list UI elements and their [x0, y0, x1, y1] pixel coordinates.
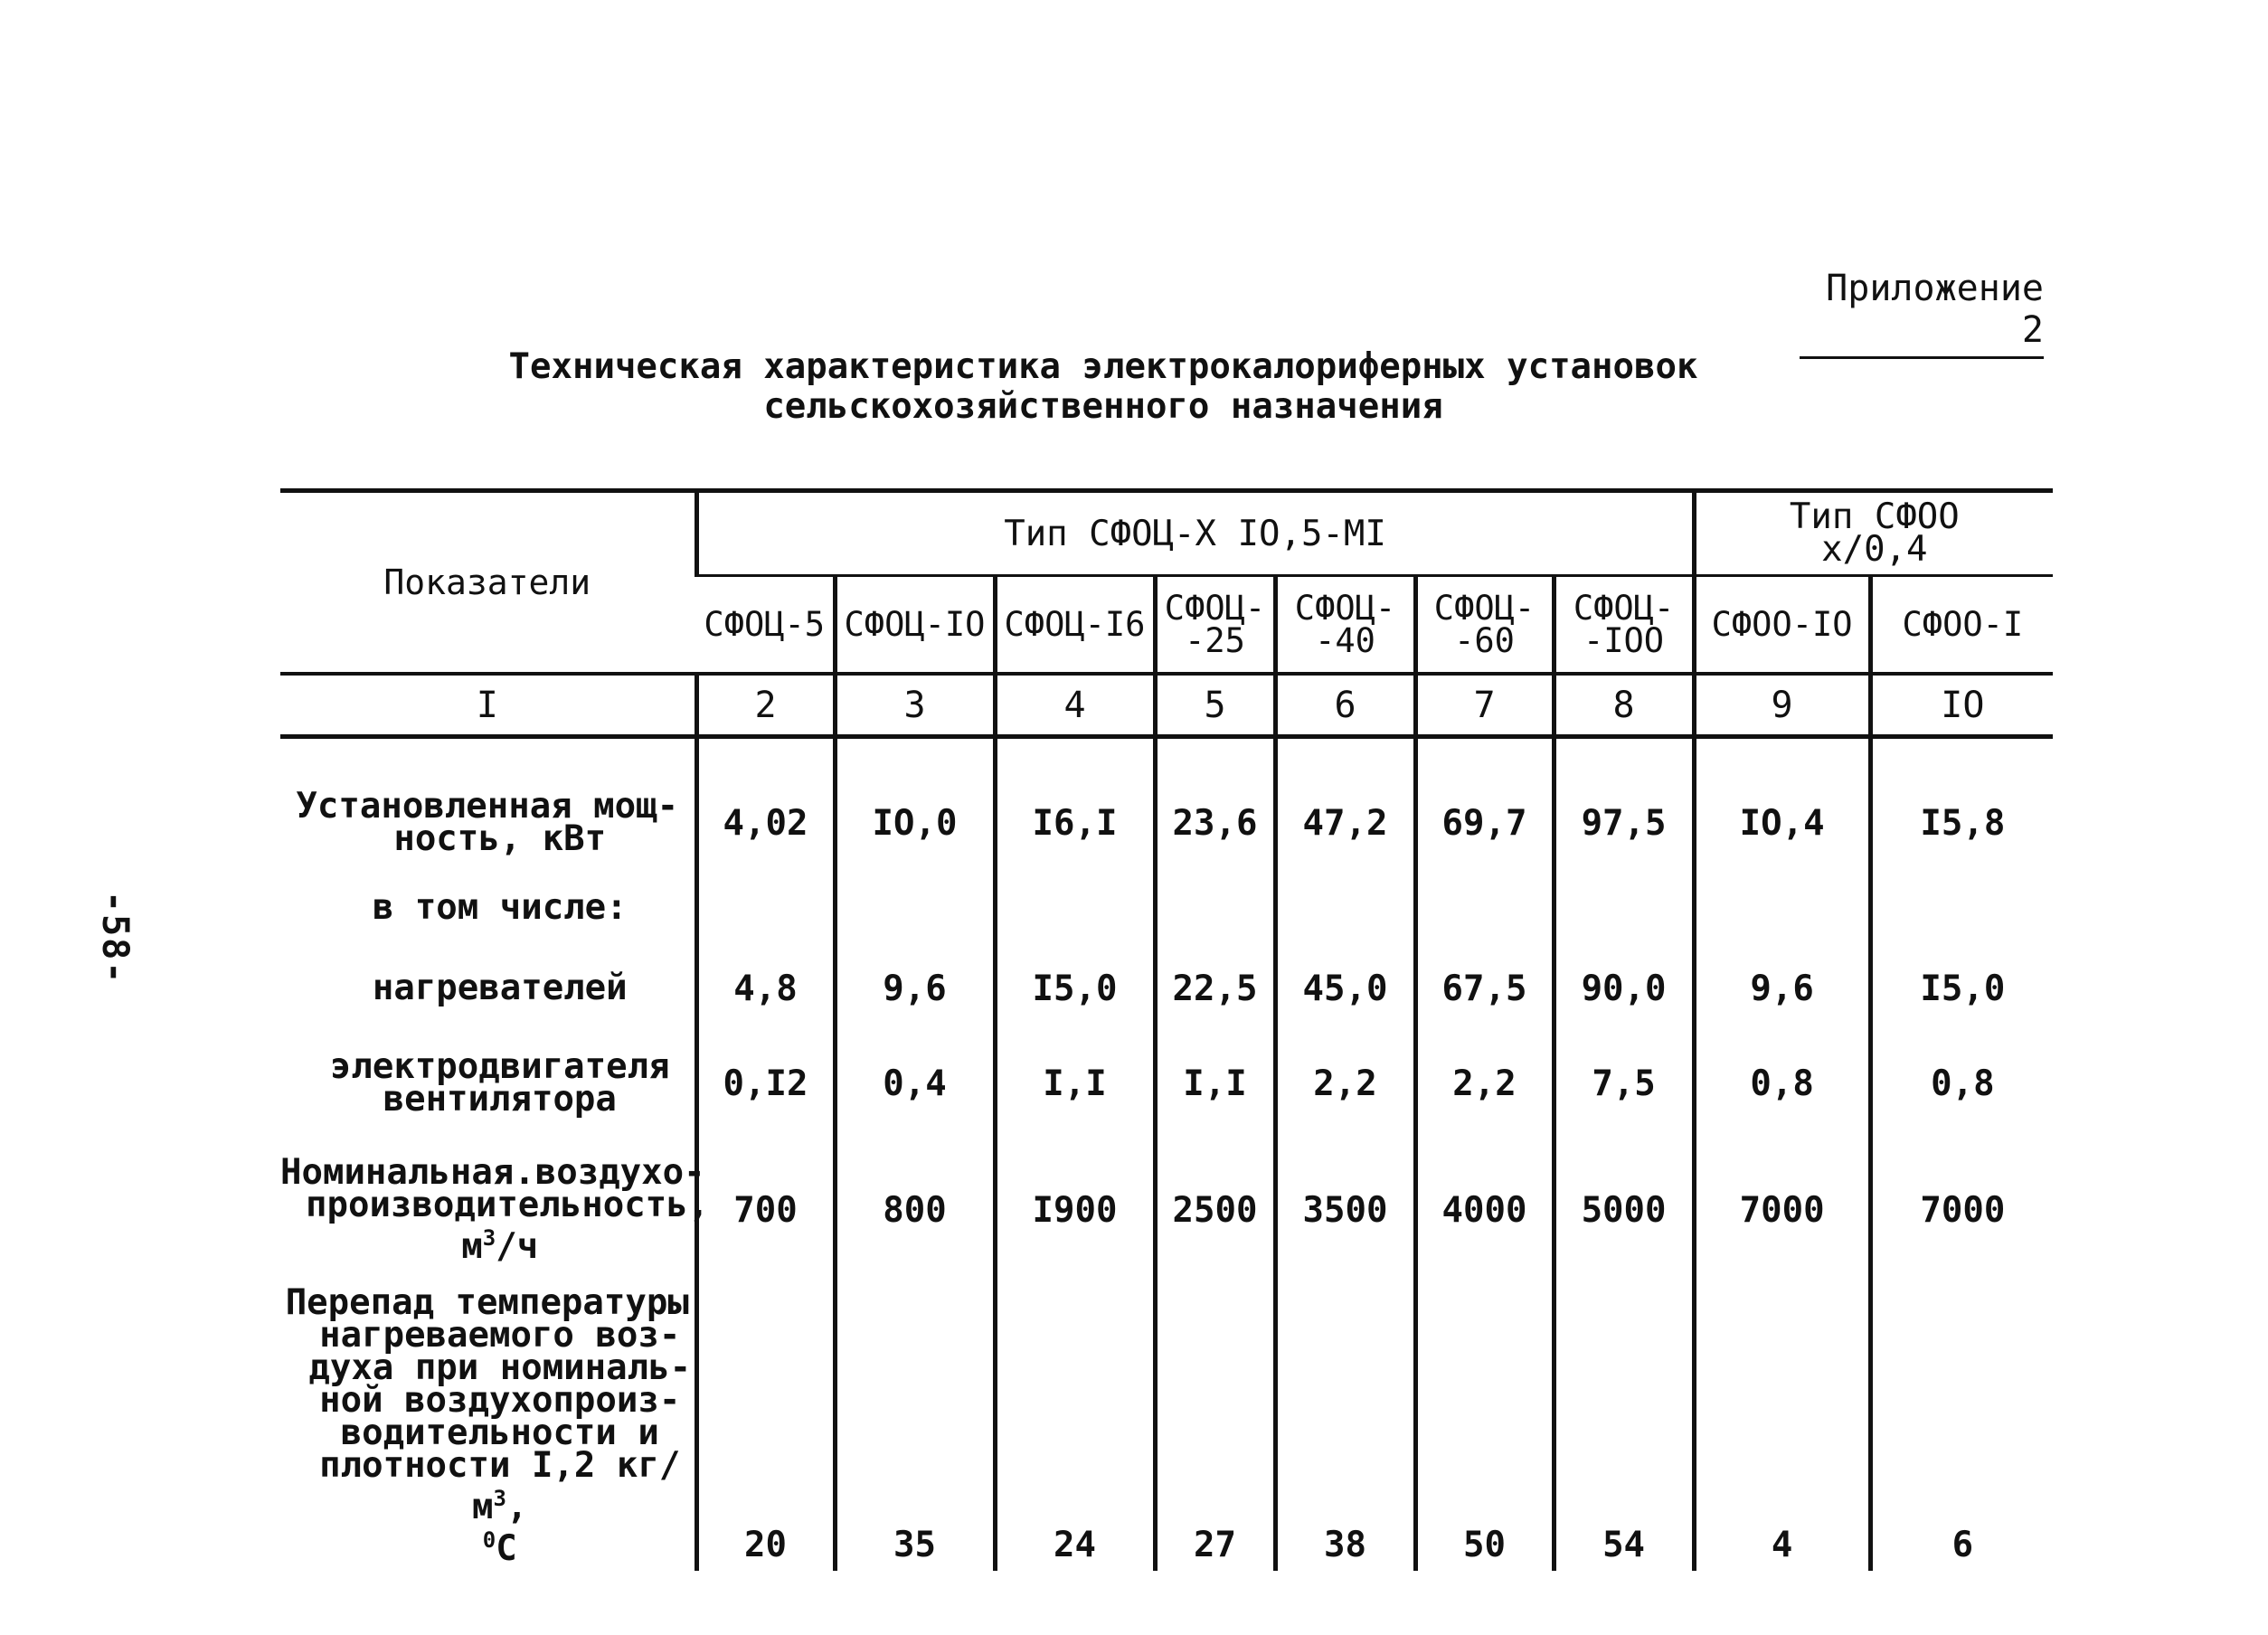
table-cell: I900	[995, 1133, 1155, 1287]
table-cell: 50	[1415, 1287, 1554, 1571]
table-cell: 67,5	[1415, 943, 1554, 1034]
model-header: СФОЦ- -IOO	[1554, 576, 1694, 675]
model-header: СФОЦ-IO	[835, 576, 995, 675]
model-header: СФОЦ- -40	[1275, 576, 1415, 675]
table-cell: 0,8	[1870, 1034, 2053, 1133]
table-cell: 38	[1275, 1287, 1415, 1571]
title-line-1: Техническая характеристика электрокалориферных установок	[508, 346, 1698, 387]
table-cell: 45,0	[1275, 943, 1415, 1034]
table-cell: 4,02	[696, 773, 835, 873]
model-header: СФОЦ- -25	[1155, 576, 1275, 675]
table-cell: I5,8	[1870, 773, 2053, 873]
technical-specs-table	[280, 488, 2053, 1571]
table-cell: 0,4	[835, 1034, 995, 1133]
model-header: СФОЦ-5	[704, 604, 826, 644]
table-cell: 54	[1554, 1287, 1694, 1571]
table-cell: 0,8	[1694, 1034, 1870, 1133]
title-line-2: сельскохозяйственного назначения	[763, 386, 1443, 427]
column-number: 7	[1415, 674, 1554, 737]
table-cell: 35	[835, 1287, 995, 1571]
table-cell: I,I	[995, 1034, 1155, 1133]
model-header: СФОО-I	[1870, 576, 2053, 675]
header-indicators: Показатели	[280, 491, 696, 675]
column-number: 3	[835, 674, 995, 737]
row-label: электродвигателя вентилятора	[329, 1046, 670, 1120]
table-cell: 3500	[1275, 1133, 1415, 1287]
row-label: Номинальная.воздухо- производительность, $м^3/ч$	[280, 1152, 710, 1267]
row-fan-motor	[280, 1034, 2053, 1133]
row-airflow	[280, 1133, 2053, 1287]
table-cell: 4	[1694, 1287, 1870, 1571]
column-number: IO	[1870, 674, 2053, 737]
table-cell: 7000	[1694, 1133, 1870, 1287]
table-cell: 800	[835, 1133, 995, 1287]
table-cell: 2,2	[1275, 1034, 1415, 1133]
model-header: СФОЦ-I6	[995, 576, 1155, 675]
header-group-sfoo-line2: x/0,4	[1821, 529, 1928, 570]
table-cell: 2,2	[1415, 1034, 1554, 1133]
header-group-sfoc: Тип СФОЦ-X IO,5-MI	[696, 491, 1694, 576]
table-cell: 0,I2	[696, 1034, 835, 1133]
table-cell: 5000	[1554, 1133, 1694, 1287]
model-header: СФОЦ- -60	[1415, 576, 1554, 675]
table-cell: 22,5	[1155, 943, 1275, 1034]
table-cell: I,I	[1155, 1034, 1275, 1133]
page-number: -58-	[94, 891, 136, 986]
table-cell: 90,0	[1554, 943, 1694, 1034]
table-cell: 9,6	[1694, 943, 1870, 1034]
column-number: 5	[1155, 674, 1275, 737]
column-number: 8	[1554, 674, 1694, 737]
model-header: СФОО-IO	[1694, 576, 1870, 675]
column-number: 9	[1694, 674, 1870, 737]
table-cell: 4,8	[696, 943, 835, 1034]
table-cell: I5,0	[995, 943, 1155, 1034]
table-cell: 700	[696, 1133, 835, 1287]
column-number: 6	[1275, 674, 1415, 737]
table-cell: 6	[1870, 1287, 2053, 1571]
table-cell: 4000	[1415, 1133, 1554, 1287]
table-cell: 7000	[1870, 1133, 2053, 1287]
row-installed-power	[280, 773, 2053, 873]
header-group-sfoo-line1: Тип СФОО	[1789, 496, 1960, 537]
table-cell: IO,4	[1694, 773, 1870, 873]
spacer-row	[280, 737, 2053, 774]
table-cell: 24	[995, 1287, 1155, 1571]
header-row-groups	[280, 491, 2053, 576]
table-cell: 2500	[1155, 1133, 1275, 1287]
document-title	[470, 347, 1736, 427]
row-label: Перепад температуры нагреваемого воз- духа при номиналь- ной воздухопроиз- водительности и плотности I,2 $кг/м^3$, $^0$С	[285, 1282, 692, 1569]
table-cell: 97,5	[1554, 773, 1694, 873]
row-heaters	[280, 943, 2053, 1034]
table-cell: I5,0	[1870, 943, 2053, 1034]
table-cell: 23,6	[1155, 773, 1275, 873]
column-number: 4	[995, 674, 1155, 737]
row-label: нагревателей	[372, 968, 628, 1008]
header-row-numbers	[280, 674, 2053, 737]
table-cell: 20	[696, 1287, 835, 1571]
table-cell: 69,7	[1415, 773, 1554, 873]
column-number: I	[280, 674, 696, 737]
table-cell: 7,5	[1554, 1034, 1694, 1133]
row-including	[280, 873, 2053, 943]
appendix-label: Приложение 2	[1800, 268, 2044, 359]
table-cell: 27	[1155, 1287, 1275, 1571]
table-cell: 47,2	[1275, 773, 1415, 873]
column-number: 2	[696, 674, 835, 737]
header-group-sfoo	[1694, 491, 2053, 576]
table-cell: IO,0	[835, 773, 995, 873]
table-cell: 9,6	[835, 943, 995, 1034]
row-temperature-difference	[280, 1287, 2053, 1571]
row-label: в том числе:	[372, 887, 628, 928]
row-label: Установленная мощ- ность, кВт	[296, 786, 679, 859]
table-cell: I6,I	[995, 773, 1155, 873]
